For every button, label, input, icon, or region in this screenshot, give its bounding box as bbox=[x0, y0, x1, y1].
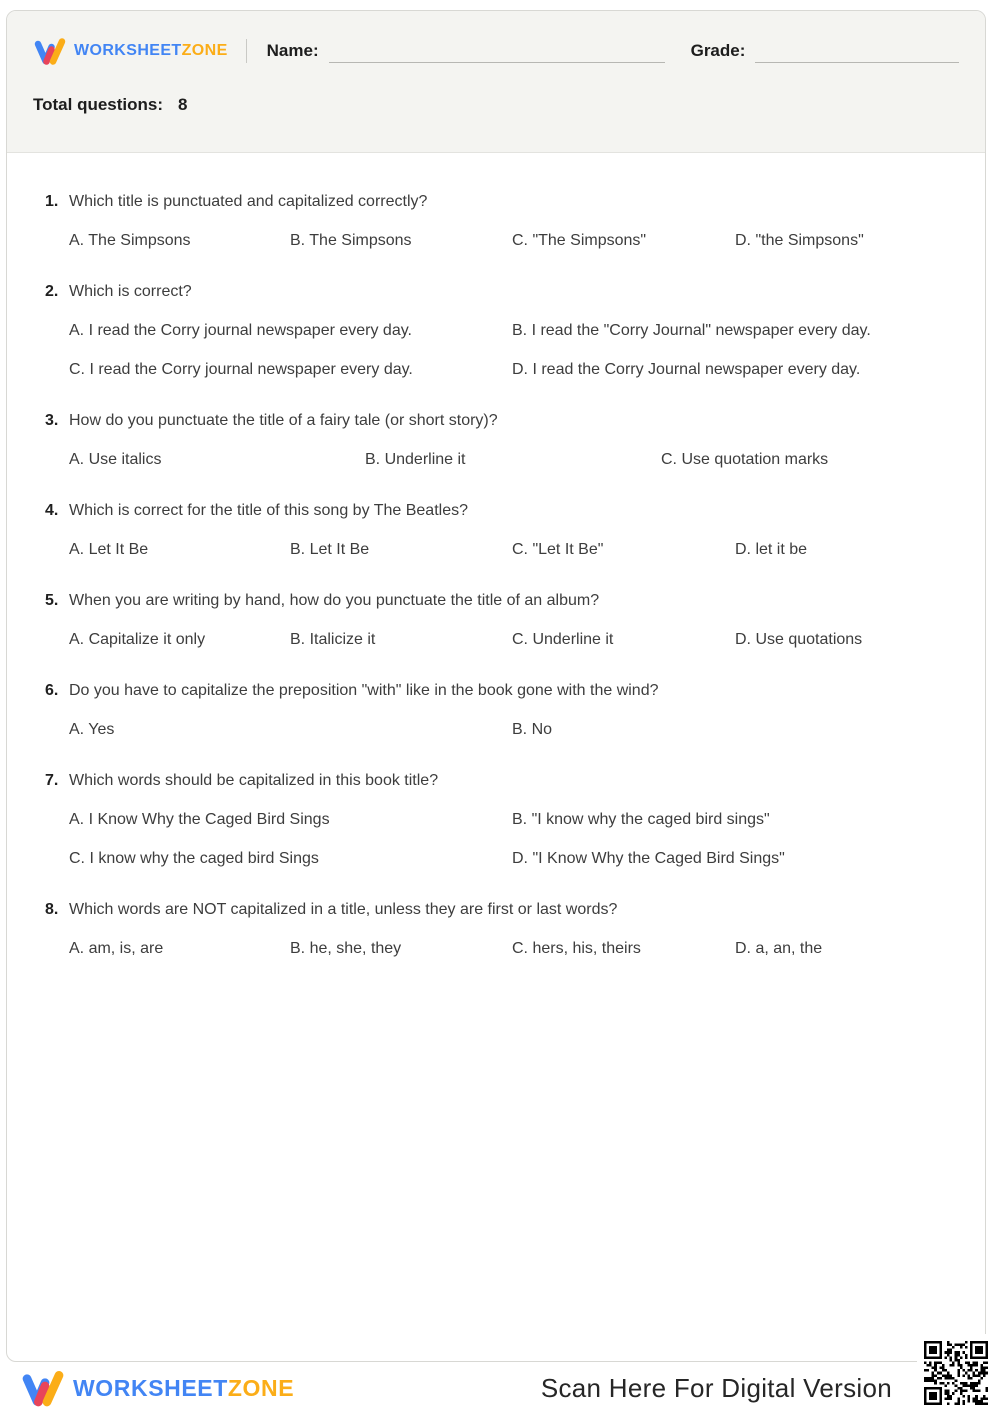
answer-option: B. he, she, they bbox=[290, 940, 402, 957]
answer-option: A. Let It Be bbox=[69, 541, 149, 558]
question-number: 8. bbox=[45, 901, 59, 918]
question-text: Which is correct? bbox=[69, 283, 192, 300]
question-number: 4. bbox=[45, 502, 59, 519]
answer-option: B. No bbox=[512, 721, 553, 738]
question-block bbox=[45, 678, 955, 743]
answer-option: A. Capitalize it only bbox=[69, 631, 206, 648]
total-questions-row bbox=[33, 95, 959, 115]
grade-write-line[interactable] bbox=[755, 61, 959, 63]
answer-option: C. I read the Corry journal newspaper every day. bbox=[69, 361, 413, 378]
worksheetzone-w-mark-icon bbox=[20, 1368, 66, 1408]
answer-option: D. let it be bbox=[735, 541, 808, 558]
worksheet-card bbox=[6, 10, 986, 1362]
question-block bbox=[45, 189, 955, 254]
name-write-line[interactable] bbox=[329, 61, 665, 63]
answer-option: B. Italicize it bbox=[290, 631, 376, 648]
answer-option: C. Underline it bbox=[512, 631, 614, 648]
brand-word-zone: ZONE bbox=[181, 42, 228, 59]
answer-option: C. I know why the caged bird Sings bbox=[69, 850, 319, 867]
question-block bbox=[45, 768, 955, 872]
scan-here-text: Scan Here For Digital Version bbox=[540, 1372, 892, 1403]
brand-word-zone: ZONE bbox=[227, 1374, 295, 1401]
question-text: Which is correct for the title of this song by The Beatles? bbox=[69, 502, 468, 519]
total-questions-label: Total questions: bbox=[33, 95, 164, 114]
answer-option: A. Use italics bbox=[69, 451, 162, 468]
question-text: Do you have to capitalize the preposition "with" like in the book gone with the wind? bbox=[69, 682, 659, 699]
answer-option: A. The Simpsons bbox=[69, 232, 191, 249]
answer-option: D. "I Know Why the Caged Bird Sings" bbox=[512, 850, 785, 867]
answer-option: B. "I know why the caged bird sings" bbox=[512, 811, 770, 828]
answer-option: C. "Let It Be" bbox=[512, 541, 604, 558]
answer-option: A. I read the Corry journal newspaper every day. bbox=[69, 322, 412, 339]
question-text: How do you punctuate the title of a fairy tale (or short story)? bbox=[69, 412, 498, 429]
worksheet-footer bbox=[0, 1362, 1000, 1414]
qr-code bbox=[917, 1334, 995, 1412]
answer-option: C. "The Simpsons" bbox=[512, 232, 647, 249]
options-grid bbox=[69, 447, 955, 473]
question-row bbox=[45, 408, 955, 434]
question-text: Which title is punctuated and capitalized correctly? bbox=[69, 193, 428, 210]
header-row bbox=[33, 31, 959, 71]
answer-option: D. I read the Corry Journal newspaper every day. bbox=[512, 361, 861, 378]
brand-word-worksheet: WORKSHEET bbox=[74, 42, 182, 59]
total-questions-value: 8 bbox=[178, 95, 188, 114]
answer-option: A. Yes bbox=[69, 721, 115, 738]
question-row bbox=[45, 678, 955, 704]
question-number: 5. bbox=[45, 592, 59, 609]
question-block bbox=[45, 498, 955, 563]
question-number: 1. bbox=[45, 193, 59, 210]
answer-option: B. The Simpsons bbox=[290, 232, 412, 249]
question-text: Which words should be capitalized in this book title? bbox=[69, 772, 439, 789]
answer-option: B. I read the "Corry Journal" newspaper every day. bbox=[512, 322, 871, 339]
question-row bbox=[45, 768, 955, 794]
grade-label: Grade: bbox=[690, 41, 746, 60]
answer-option: D. Use quotations bbox=[735, 631, 863, 648]
brand-logo bbox=[33, 36, 228, 66]
name-label: Name: bbox=[266, 41, 319, 60]
options-grid bbox=[69, 318, 955, 383]
header-divider bbox=[246, 39, 247, 63]
question-block bbox=[45, 279, 955, 383]
options-grid bbox=[69, 807, 955, 872]
question-row bbox=[45, 189, 955, 215]
question-number: 6. bbox=[45, 682, 59, 699]
answer-option: A. I Know Why the Caged Bird Sings bbox=[69, 811, 330, 828]
answer-option: B. Let It Be bbox=[290, 541, 370, 558]
brand-name bbox=[74, 42, 228, 60]
question-row bbox=[45, 897, 955, 923]
question-block bbox=[45, 588, 955, 653]
footer-brand-logo bbox=[20, 1368, 294, 1408]
question-block bbox=[45, 897, 955, 962]
options-grid bbox=[69, 228, 955, 254]
questions-list bbox=[7, 153, 985, 962]
question-row bbox=[45, 588, 955, 614]
options-grid bbox=[69, 627, 955, 653]
footer-brand-name bbox=[73, 1375, 294, 1402]
answer-option: C. hers, his, theirs bbox=[512, 940, 641, 957]
question-text: When you are writing by hand, how do you punctuate the title of an album? bbox=[69, 592, 600, 609]
question-text: Which words are NOT capitalized in a title, unless they are first or last words? bbox=[69, 901, 618, 918]
answer-option: C. Use quotation marks bbox=[661, 451, 829, 468]
worksheet-header bbox=[7, 11, 985, 153]
options-grid bbox=[69, 537, 955, 563]
qr-code-icon bbox=[924, 1341, 988, 1405]
question-block bbox=[45, 408, 955, 473]
worksheetzone-w-mark-icon bbox=[33, 36, 67, 66]
question-row bbox=[45, 498, 955, 524]
options-grid bbox=[69, 717, 955, 743]
answer-option: B. Underline it bbox=[365, 451, 466, 468]
options-grid bbox=[69, 936, 955, 962]
question-row bbox=[45, 279, 955, 305]
answer-option: D. "the Simpsons" bbox=[735, 232, 864, 249]
question-number: 7. bbox=[45, 772, 59, 789]
question-number: 3. bbox=[45, 412, 59, 429]
answer-option: A. am, is, are bbox=[69, 940, 164, 957]
brand-word-worksheet: WORKSHEET bbox=[73, 1374, 228, 1401]
answer-option: D. a, an, the bbox=[735, 940, 823, 957]
question-number: 2. bbox=[45, 283, 59, 300]
